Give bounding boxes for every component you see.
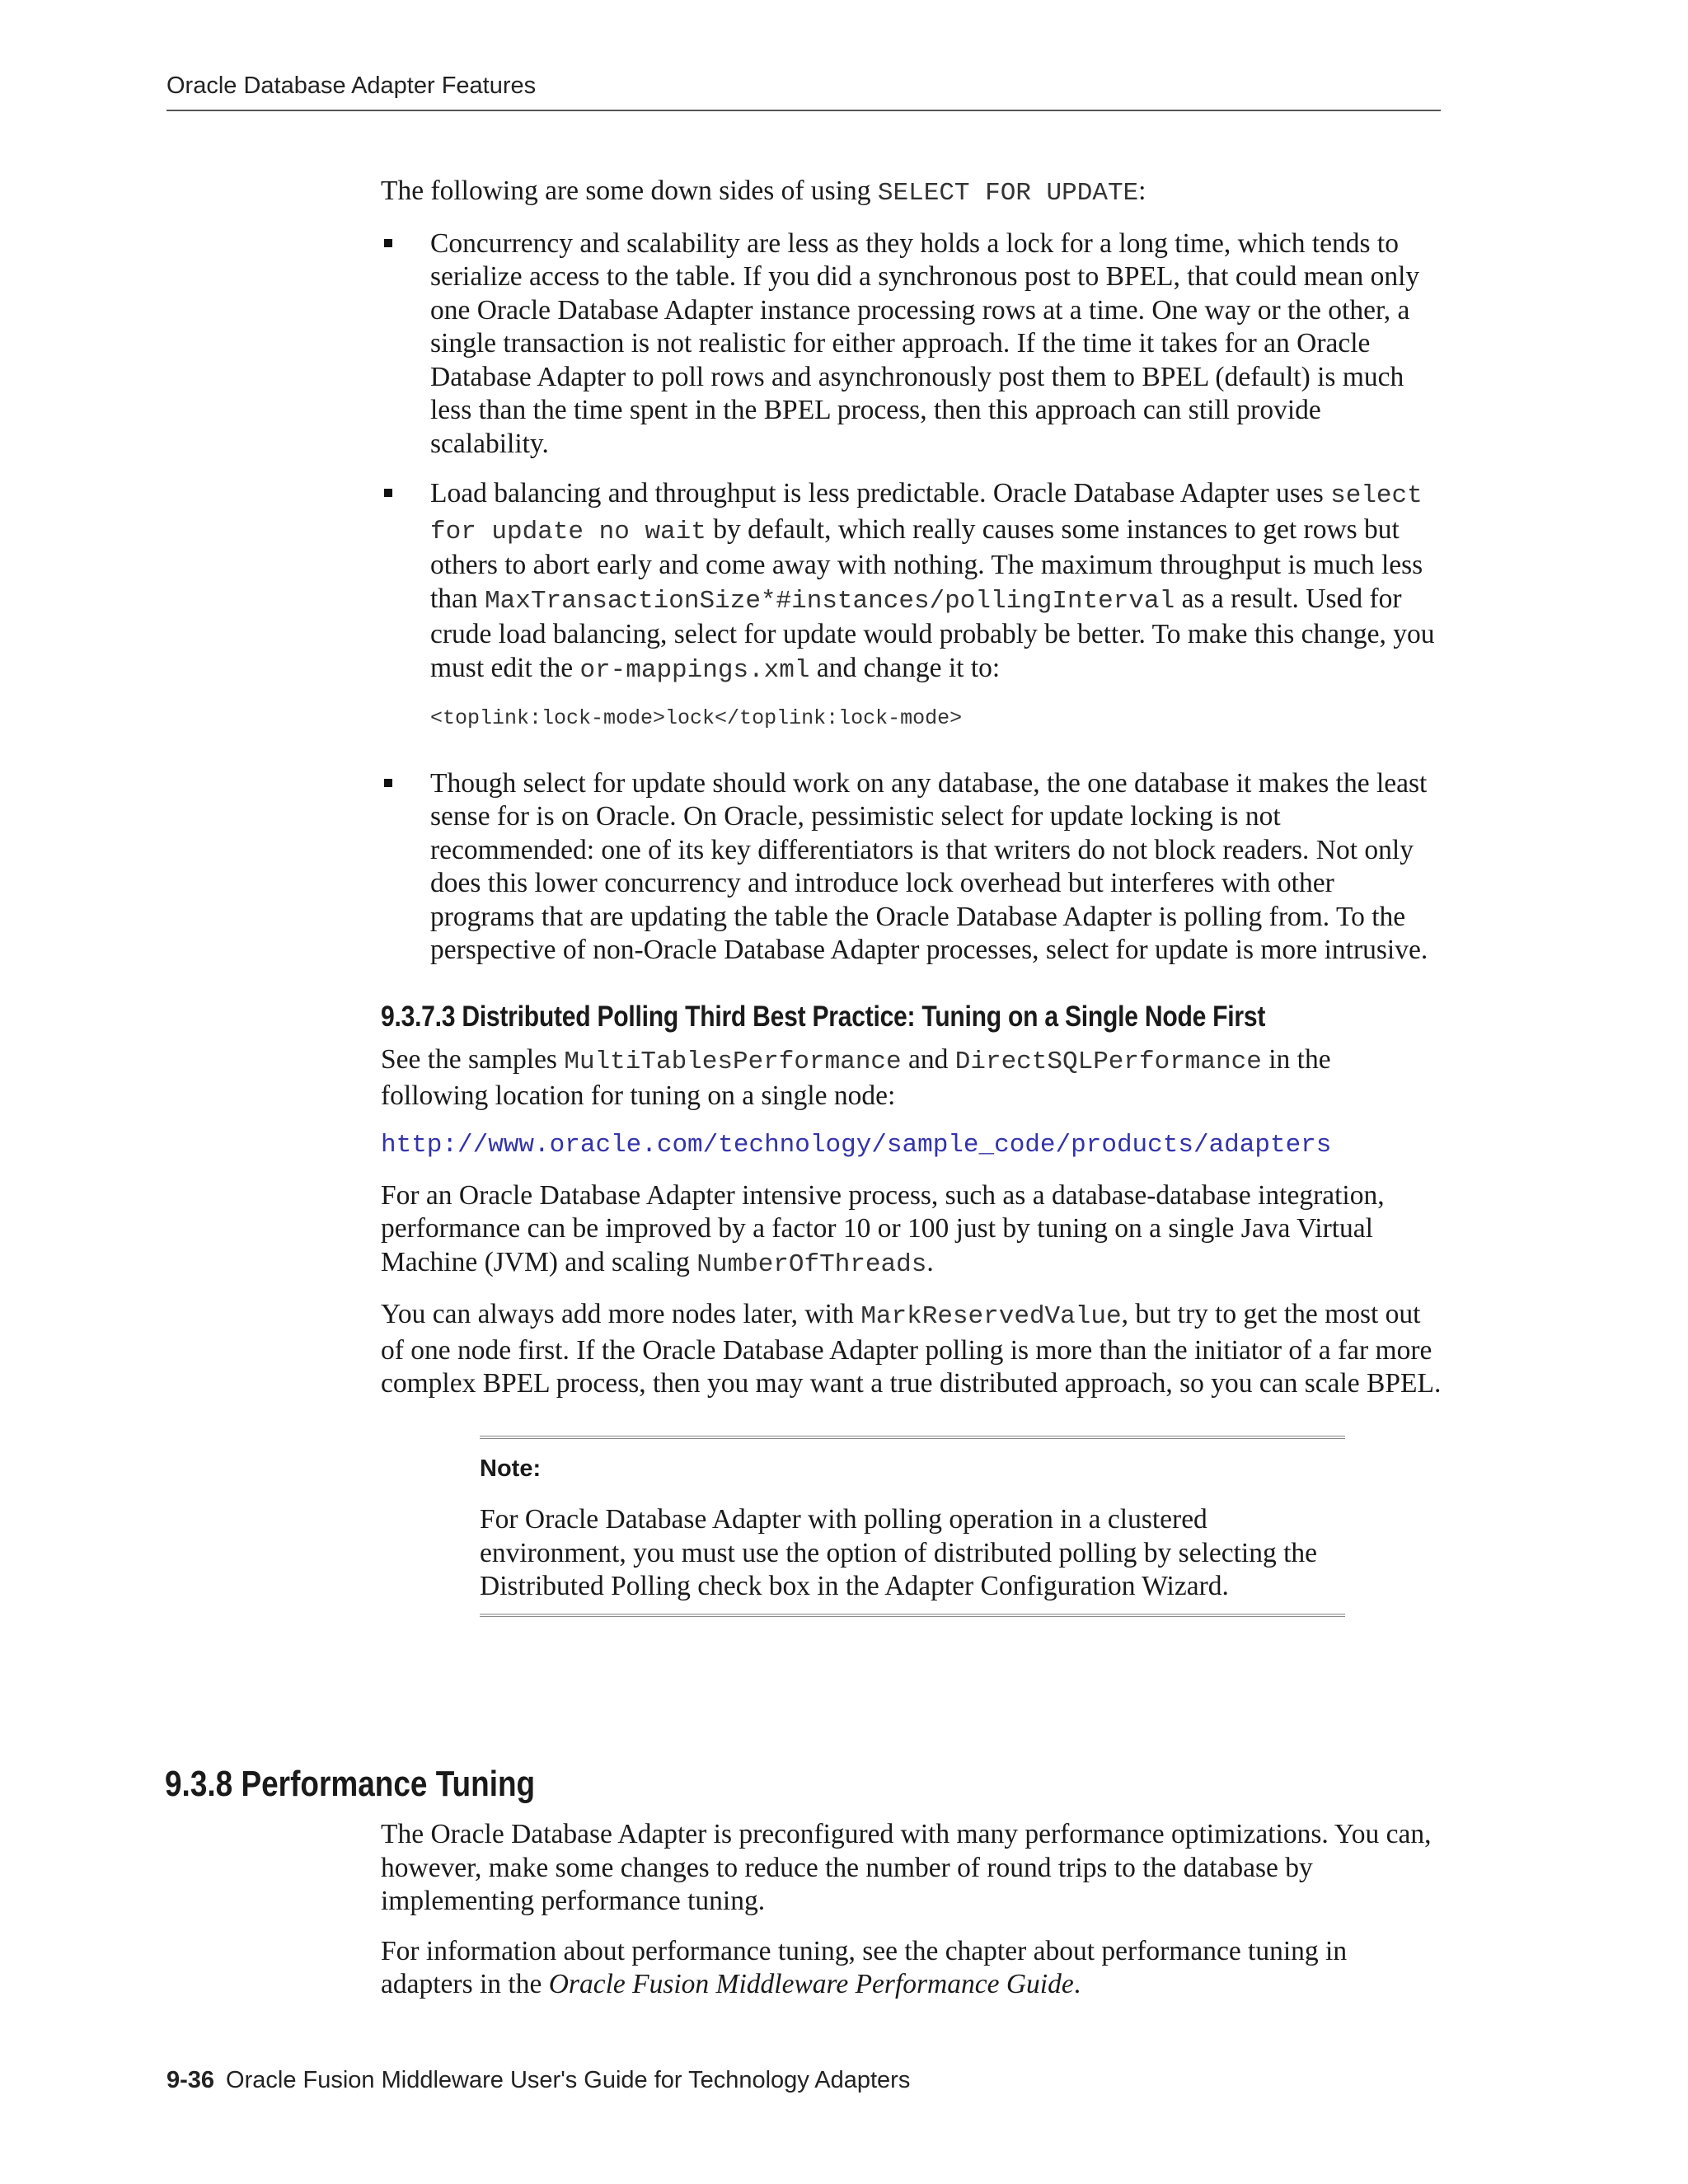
header-title: Oracle Database Adapter Features: [166, 73, 537, 99]
bullet-icon: [384, 239, 392, 247]
downsides-list: [381, 227, 1444, 968]
list-item: [381, 767, 1444, 968]
paragraph-text: For an Oracle Database Adapter intensive process, such as a database-database integration, performance can be improved by a factor 10 or 100 just by tuning on a single Java Virtual Machine (JVM) and scaling: [381, 1179, 1385, 1277]
bullet-text: Though select for update should work on any database, the one database it makes the least sense for is on Oracle. On Oracle, pessimistic select for update locking is not recommended: one of its key differentiators is that writers do not block readers. Not only does this lower concurrency and introduce lock overhead but interferes with other programs that are updating the table the Oracle Database Adapter is polling from. To the perspective of non-Oracle Database Adapter processes, select for update is more intrusive.: [430, 767, 1428, 965]
bullet-text: Load balancing and throughput is less predictable. Oracle Database Adapter uses: [430, 478, 1331, 509]
paragraph-text: You can always add more nodes later, with: [381, 1299, 861, 1329]
guide-reference-paragraph: [381, 1935, 1444, 2002]
list-item: [381, 227, 1444, 462]
intro-code: SELECT FOR UPDATE: [877, 179, 1139, 208]
bullet-icon: [384, 489, 392, 497]
intro-suffix: :: [1138, 176, 1146, 206]
inline-code: select for update no wait: [430, 481, 1423, 546]
inline-code: or-mappings.xml: [579, 655, 810, 685]
code-example: <toplink:lock-mode>lock</toplink:lock-mode>: [430, 706, 963, 730]
intro-text: The following are some down sides of using: [381, 176, 878, 206]
main-content: [381, 175, 1444, 1617]
bullet-text: by default, which really causes some instances to get rows but others to abort early and come away with nothing. The maximum throughput is much less than: [430, 513, 1423, 614]
jvm-paragraph: [381, 1179, 1444, 1282]
section-heading-9-3-8: 9.3.8 Performance Tuning: [165, 1764, 536, 1804]
paragraph-text: .: [1073, 1969, 1081, 1999]
running-header: [166, 73, 1441, 111]
section-heading-9-3-7-3: 9.3.7.3 Distributed Polling Third Best Practice: Tuning on a Single Node First: [381, 1000, 1266, 1033]
note-box: [480, 1436, 1345, 1617]
list-item: [381, 477, 1444, 736]
paragraph-text: For information about performance tuning, see the chapter about performance tuning in adapters in the: [381, 1935, 1348, 1999]
bullet-text: Concurrency and scalability are less as they holds a lock for a long time, which tends to serialize access to the table. If you did a synchronous post to BPEL, that could mean only one Oracle Database Adapter instance processing rows at a time. One way or the other, a single transaction is not realistic for either approach. If the time it takes for an Oracle Database Adapter to poll rows and asynchronously post them to BPEL (default) is much less than the time spent in the BPEL process, then this approach can still provide scalability.: [430, 227, 1420, 459]
bullet-text: as a result. Used for crude load balancing, select for update would probably be better. To make this change, you must edit the: [430, 583, 1435, 683]
nodes-paragraph: [381, 1298, 1444, 1401]
inline-code: MarkReservedValue: [860, 1302, 1122, 1331]
inline-code: NumberOfThreads: [696, 1249, 927, 1279]
tuning-paragraph: The Oracle Database Adapter is preconfigured with many performance optimizations. You can, however, make some changes to reduce the number of round trips to the database by implementing performance tuning.: [381, 1819, 1432, 1916]
paragraph-text: and: [901, 1044, 955, 1075]
note-body: For Oracle Database Adapter with polling operation in a clustered environment, you must use the option of distributed polling by selecting the Distributed Polling check box in the Adapter Configuration Wizard.: [480, 1504, 1318, 1601]
paragraph-text: , but try to get the most out of one node first. If the Oracle Database Adapter polling is more than the initiator of a far more complex BPEL process, then you may want a true distributed approach, so you can scale BPEL.: [381, 1299, 1442, 1399]
paragraph-text: See the samples: [381, 1044, 565, 1075]
page-number: 9-36: [166, 2067, 215, 2093]
bullet-icon: [384, 779, 392, 787]
paragraph-text: in the following location for tuning on a single node:: [381, 1044, 1331, 1111]
bullet-text: and change it to:: [809, 652, 1001, 683]
samples-paragraph: [381, 1043, 1444, 1113]
paragraph-text: .: [926, 1246, 934, 1277]
guide-title: Oracle Fusion Middleware Performance Guide: [548, 1969, 1074, 1999]
sample-code-link[interactable]: http://www.oracle.com/technology/sample_code/products/adapters: [381, 1131, 1332, 1160]
note-title: Note:: [480, 1455, 542, 1482]
inline-code: MaxTransactionSize*#instances/pollingInterval: [485, 586, 1175, 616]
page-footer: [166, 2067, 910, 2094]
inline-code: DirectSQLPerformance: [954, 1047, 1262, 1076]
performance-tuning-content: [381, 1818, 1444, 2018]
footer-title: Oracle Fusion Middleware User's Guide for Technology Adapters: [226, 2067, 911, 2093]
intro-paragraph: [381, 175, 1444, 211]
inline-code: MultiTablesPerformance: [564, 1047, 902, 1076]
